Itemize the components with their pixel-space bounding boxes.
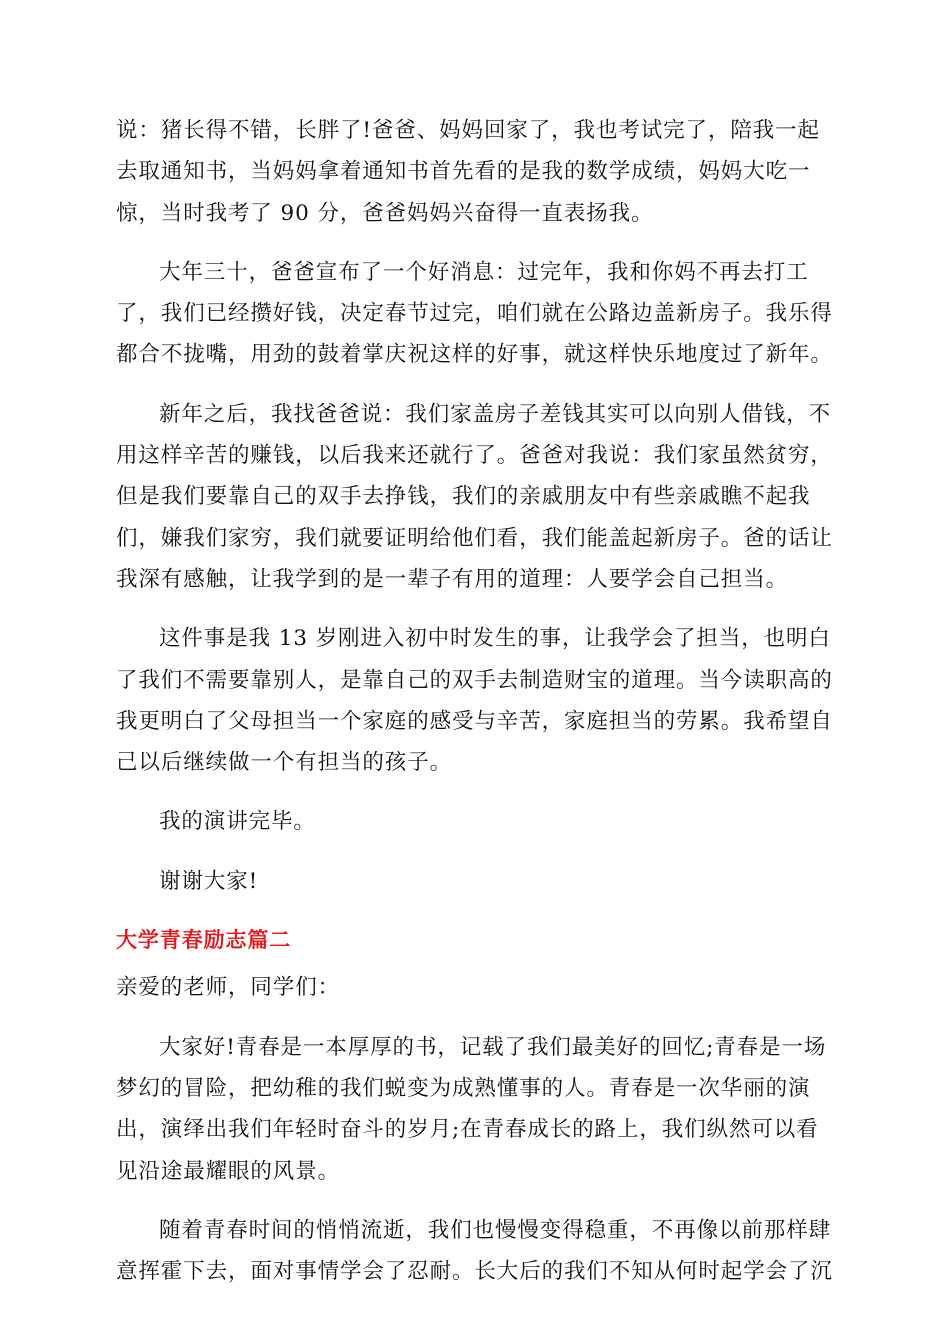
document-body [116, 110, 834, 1310]
paragraph-new-year-news: 大年三十，爸爸宣布了一个好消息：过完年，我和你妈不再去打工了，我们已经攒好钱，决定春节过完，咱们就在公路边盖新房子。我乐得都合不拢嘴，用劲的鼓着掌庆祝这样的好事，就这样快乐地度过了新年。 [116, 259, 833, 368]
section-heading: 大学青春励志篇二 [116, 928, 292, 953]
paragraph-thanks: 谢谢大家! [159, 868, 259, 894]
paragraph-lesson-learned: 这件事是我 13 岁刚进入初中时发生的事，让我学会了担当，也明白了我们不需要靠别人，是靠自己的双手去制造财宝的道理。当今读职高的我更明白了父母担当一个家庭的感受与辛苦，家庭担当的劳累。我希望自己以后继续做一个有担当的孩子。 [116, 626, 833, 776]
paragraph-talk-with-father: 新年之后，我找爸爸说：我们家盖房子差钱其实可以向别人借钱，不用这样辛苦的赚钱，以后我来还就行了。爸爸对我说：我们家虽然贫穷，但是我们要靠自己的双手去挣钱，我们的亲戚朋友中有些亲戚瞧不起我们，嫌我们家穷，我们就要证明给他们看，我们能盖起新房子。爸的话让我深有感触，让我学到的是一辈子有用的道理：人要学会自己担当。 [116, 401, 833, 592]
paragraph-speech-end: 我的演讲完毕。 [159, 809, 316, 835]
paragraph-youth-growth: 随着青春时间的悄悄流逝，我们也慢慢变得稳重，不再像以前那样肆意挥霍下去，面对事情学会了忍耐。长大后的我们不知从何时起学会了沉 [116, 1217, 833, 1285]
salutation: 亲爱的老师，同学们： [116, 975, 341, 1001]
paragraph-youth-intro: 大家好!青春是一本厚厚的书，记载了我们最美好的回忆;青春是一场梦幻的冒险，把幼稚的我们蜕变为成熟懂事的人。青春是一次华丽的演出，演绎出我们年轻时奋斗的岁月;在青春成长的路上，我们纵然可以看见沿途最耀眼的风景。 [116, 1034, 827, 1184]
paragraph-continued: 说：猪长得不错，长胖了!爸爸、妈妈回家了，我也考试完了，陪我一起去取通知书，当妈妈拿着通知书首先看的是我的数学成绩，妈妈大吃一惊，当时我考了 90 分，爸爸妈妈兴奋得一直表扬我。 [116, 118, 820, 226]
